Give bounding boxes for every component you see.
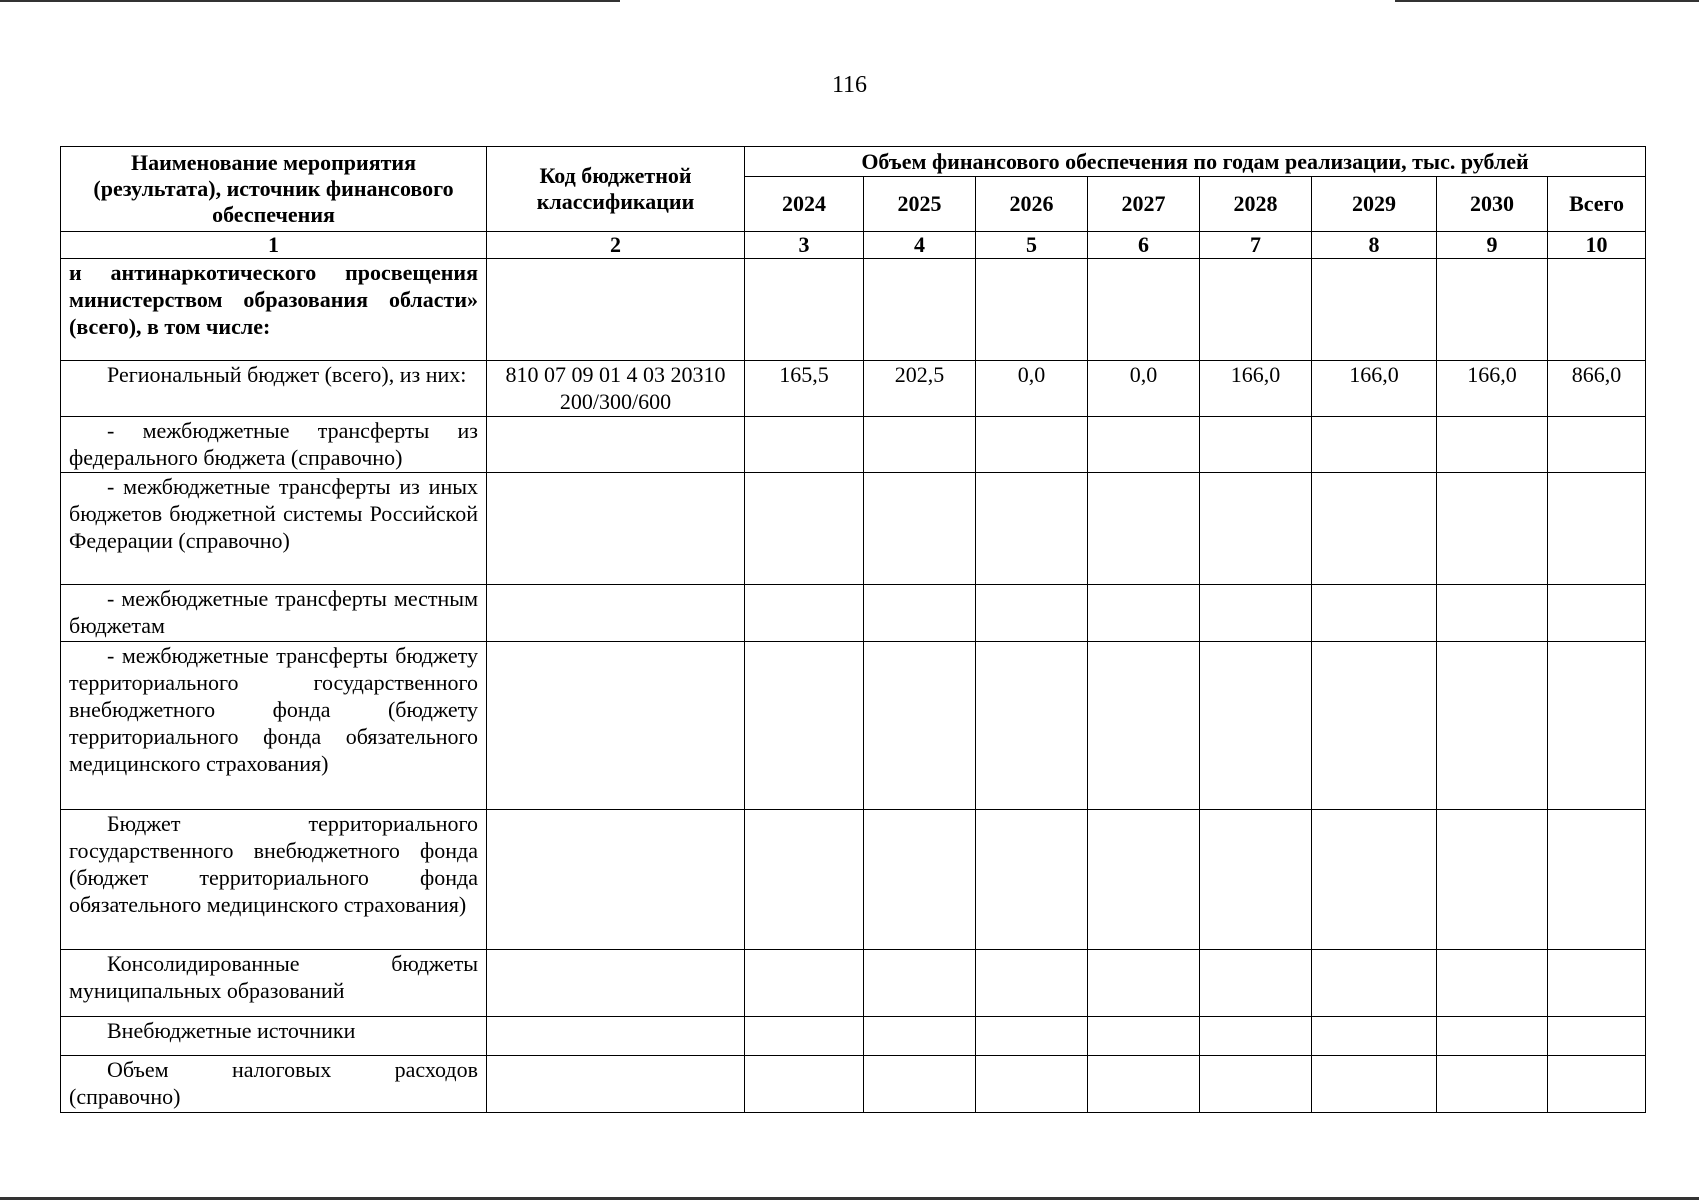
row-value <box>976 259 1088 361</box>
header-year: 2026 <box>976 177 1088 232</box>
header-col-volume: Объем финансового обеспечения по годам реализации, тыс. рублей <box>745 147 1646 177</box>
row-value <box>1548 259 1646 361</box>
header-row-column-numbers <box>61 232 1646 259</box>
row-value: 202,5 <box>864 361 976 417</box>
row-value <box>745 950 864 1017</box>
row-value <box>976 810 1088 950</box>
row-value: 0,0 <box>1088 361 1200 417</box>
row-value <box>745 417 864 473</box>
row-value <box>1312 259 1437 361</box>
row-name: Консолидированные бюджеты муниципальных образований <box>61 950 487 1017</box>
header-col-code: Код бюджетной классификации <box>487 147 745 232</box>
row-value <box>1548 642 1646 810</box>
row-name: Объем налоговых расходов (справочно) <box>61 1056 487 1113</box>
table-row <box>61 259 1646 361</box>
column-number: 6 <box>1088 232 1200 259</box>
row-value <box>1437 417 1548 473</box>
row-value <box>745 473 864 585</box>
row-value: 166,0 <box>1200 361 1312 417</box>
column-number: 2 <box>487 232 745 259</box>
row-value <box>976 1056 1088 1113</box>
row-value <box>1200 950 1312 1017</box>
row-value <box>1548 950 1646 1017</box>
row-value <box>1548 417 1646 473</box>
row-value <box>1548 1017 1646 1056</box>
row-value <box>1088 950 1200 1017</box>
row-value <box>1088 473 1200 585</box>
column-number: 5 <box>976 232 1088 259</box>
row-code <box>487 810 745 950</box>
row-code <box>487 473 745 585</box>
row-name: Региональный бюджет (всего), из них: <box>61 361 487 417</box>
financing-table <box>60 146 1646 1113</box>
table-row <box>61 1017 1646 1056</box>
row-value <box>1437 259 1548 361</box>
row-code <box>487 1056 745 1113</box>
row-value <box>864 1056 976 1113</box>
row-value <box>745 642 864 810</box>
table-row <box>61 361 1646 417</box>
row-name: Внебюджетные источники <box>61 1017 487 1056</box>
column-number: 8 <box>1312 232 1437 259</box>
row-value <box>745 585 864 642</box>
row-value <box>864 259 976 361</box>
row-value <box>976 642 1088 810</box>
row-name: - межбюджетные трансферты бюджету территориального государственного внебюджетного фонда (бюджету территориального фонда обязательного медицинского страхования) <box>61 642 487 810</box>
row-value <box>1088 1017 1200 1056</box>
table-row <box>61 585 1646 642</box>
row-value <box>976 950 1088 1017</box>
row-value <box>1200 642 1312 810</box>
row-value <box>864 1017 976 1056</box>
row-value <box>1437 642 1548 810</box>
row-value <box>864 642 976 810</box>
header-year: 2024 <box>745 177 864 232</box>
row-value <box>864 417 976 473</box>
row-code <box>487 259 745 361</box>
header-year: 2028 <box>1200 177 1312 232</box>
column-number: 4 <box>864 232 976 259</box>
row-value <box>1200 810 1312 950</box>
row-value <box>745 259 864 361</box>
row-value <box>976 1017 1088 1056</box>
row-value <box>1312 417 1437 473</box>
scan-edge-top-right <box>1395 0 1699 2</box>
row-value <box>1437 950 1548 1017</box>
row-value <box>864 950 976 1017</box>
page-number: 116 <box>831 72 868 98</box>
row-value <box>864 585 976 642</box>
row-value <box>976 473 1088 585</box>
row-value: 165,5 <box>745 361 864 417</box>
row-name: - межбюджетные трансферты из федерального бюджета (справочно) <box>61 417 487 473</box>
row-code <box>487 642 745 810</box>
table-row <box>61 810 1646 950</box>
row-value <box>1437 810 1548 950</box>
row-value <box>1088 810 1200 950</box>
row-value <box>1088 642 1200 810</box>
row-value <box>1200 1056 1312 1113</box>
row-value <box>864 473 976 585</box>
row-name: - межбюджетные трансферты из иных бюджетов бюджетной системы Российской Федерации (справочно) <box>61 473 487 585</box>
row-value <box>864 810 976 950</box>
row-value <box>745 810 864 950</box>
row-value <box>1437 473 1548 585</box>
column-number: 3 <box>745 232 864 259</box>
row-value: 166,0 <box>1312 361 1437 417</box>
table-row <box>61 417 1646 473</box>
row-value <box>1437 1056 1548 1113</box>
scan-edge-top-left <box>0 0 620 2</box>
row-value <box>1200 259 1312 361</box>
column-number: 7 <box>1200 232 1312 259</box>
row-value: 166,0 <box>1437 361 1548 417</box>
header-col-name: Наименование мероприятия (результата), источник финансового обеспечения <box>61 147 487 232</box>
row-value <box>1437 585 1548 642</box>
row-value <box>1312 950 1437 1017</box>
row-value <box>1312 642 1437 810</box>
row-value: 866,0 <box>1548 361 1646 417</box>
row-value: 0,0 <box>976 361 1088 417</box>
column-number: 10 <box>1548 232 1646 259</box>
row-value <box>1088 585 1200 642</box>
row-value <box>1200 1017 1312 1056</box>
row-code <box>487 1017 745 1056</box>
row-value <box>1200 473 1312 585</box>
header-year: 2027 <box>1088 177 1200 232</box>
row-value <box>1548 585 1646 642</box>
row-name: Бюджет территориального государственного внебюджетного фонда (бюджет территориального фонда обязательного медицинского страхования) <box>61 810 487 950</box>
header-year: 2030 <box>1437 177 1548 232</box>
row-value <box>1200 417 1312 473</box>
row-value <box>745 1017 864 1056</box>
column-number: 1 <box>61 232 487 259</box>
row-value <box>1548 1056 1646 1113</box>
row-value <box>1088 417 1200 473</box>
row-value <box>745 1056 864 1113</box>
row-value <box>1548 810 1646 950</box>
row-value <box>1312 585 1437 642</box>
header-year-total: Всего <box>1548 177 1646 232</box>
row-value <box>1312 810 1437 950</box>
table-row <box>61 1056 1646 1113</box>
row-value <box>1200 585 1312 642</box>
row-value <box>1548 473 1646 585</box>
header-row-1 <box>61 147 1646 177</box>
row-value <box>976 417 1088 473</box>
header-year: 2025 <box>864 177 976 232</box>
row-value <box>1437 1017 1548 1056</box>
row-name: и антинаркотического просвещения министерством образования области» (всего), в том числе: <box>61 259 487 361</box>
row-code <box>487 585 745 642</box>
table-row <box>61 950 1646 1017</box>
table-row <box>61 473 1646 585</box>
row-name: - межбюджетные трансферты местным бюджетам <box>61 585 487 642</box>
row-code <box>487 417 745 473</box>
row-value <box>1312 1017 1437 1056</box>
row-value <box>976 585 1088 642</box>
row-value <box>1088 259 1200 361</box>
row-value <box>1312 1056 1437 1113</box>
row-value <box>1312 473 1437 585</box>
row-code <box>487 950 745 1017</box>
table-row <box>61 642 1646 810</box>
header-year: 2029 <box>1312 177 1437 232</box>
row-value <box>1088 1056 1200 1113</box>
column-number: 9 <box>1437 232 1548 259</box>
row-code: 810 07 09 01 4 03 20310 200/300/600 <box>487 361 745 417</box>
